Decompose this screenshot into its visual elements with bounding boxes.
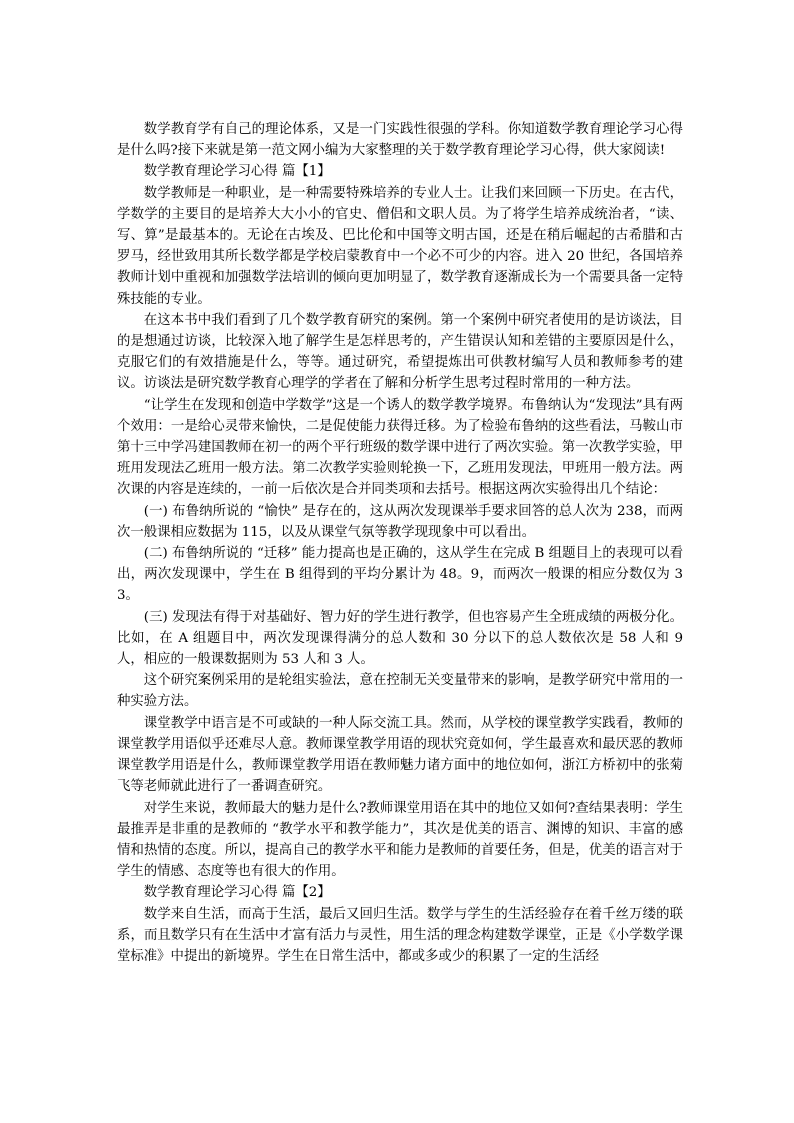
document-body	[117, 119, 683, 967]
paragraph: (二) 布鲁纳所说的 “迁移” 能力提高也是正确的，这从学生在完成 B 组题目上的表现可以看出，两次发现课中，学生在 B 组得到的平均分累计为 48。9，而两次一般课的相应分数仅为 33。	[117, 546, 683, 604]
paragraph: 对学生来说，教师最大的魅力是什么?教师课堂用语在其中的地位又如何?查结果表明：学生最推弄是非重的是教师的 “教学水平和教学能力”，其次是优美的语言、渊博的知识、丰富的感情和热情的态度。所以，提高自己的教学水平和能力是教师的首要任务，但是，优美的语言对于学生的情感、态度等也有很大的作用。	[117, 800, 683, 880]
paragraph: 数学教育学有自己的理论体系，又是一门实践性很强的学科。你知道数学教育理论学习心得是什么吗?接下来就是第一范文网小编为大家整理的关于数学教育理论学习心得，供大家阅读!	[117, 122, 683, 159]
paragraph: 在这本书中我们看到了几个数学教育研究的案例。第一个案例中研究者使用的是访谈法，目的是想通过访谈，比较深入地了解学生是怎样思考的，产生错误认知和差错的主要原因是什么，克服它们的有效措施是什么，等等。通过研究，希望提炼出可供教材编写人员和教师参考的建议。访谈法是研究数学教育心理学的学者在了解和分析学生思考过程时常用的一种方法。	[117, 312, 683, 392]
section-heading: 数学教育理论学习心得 篇【2】	[143, 885, 331, 901]
section-heading: 数学教育理论学习心得 篇【1】	[143, 164, 331, 180]
paragraph: 这个研究案例采用的是轮组实验法，意在控制无关变量带来的影响，是教学研究中常用的一种实验方法。	[117, 673, 683, 710]
paragraph: 课堂教学中语言是不可或缺的一种人际交流工具。然而，从学校的课堂教学实践看，教师的课堂教学用语似乎还难尽人意。教师课堂教学用语的现状究竟如何，学生最喜欢和最厌恶的教师课堂教学用语是什么，教师课堂教学用语在教师魅力诸方面中的地位如何，浙江方桥初中的张菊飞等老师就此进行了一番调查研究。	[117, 715, 683, 795]
paragraph: “让学生在发现和创造中学数学”这是一个诱人的数学教学境界。布鲁纳认为“发现法”具有两个效用：一是给心灵带来愉快，二是促使能力获得迁移。为了检验布鲁纳的这些看法，马鞍山市第十三中学冯建国教师在初一的两个平行班级的数学课中进行了两次实验。第一次教学实验，甲班用发现法乙班用一般方法。第二次教学实验则轮换一下，乙班用发现法，甲班用一般方法。两次课的内容是连续的，一前一后依次是合并同类项和去括号。根据这两次实验得出几个结论：	[117, 397, 683, 498]
paragraph: (一) 布鲁纳所说的 “愉快” 是存在的，这从两次发现课举手要求回答的总人次为 238，而两次一般课相应数据为 115，以及从课堂气氛等教学现现象中可以看出。	[117, 503, 683, 540]
paragraph: 数学来自生活，而高于生活，最后又回归生活。数学与学生的生活经验存在着千丝万缕的联系，而且数学只有在生活中才富有活力与灵性，用生活的理念构建数学课堂，正是《小学数学课堂标准》中提出的新境界。学生在日常生活中，都或多或少的积累了一定的生活经	[117, 906, 683, 964]
paragraph: 数学教师是一种职业，是一种需要特殊培养的专业人士。让我们来回顾一下历史。在古代，学数学的主要目的是培养大大小小的官史、僧侣和文职人员。为了将学生培养成统治者，“读、写、算”是最基本的。无论在古埃及、巴比伦和中国等文明古国，还是在稍后崛起的古希腊和古罗马，经世致用其所长数学都是学校启蒙教育中一个必不可少的内容。进入 20 世纪，各国培养教师计划中重视和加强数学法培训的倾向更加明显了，数学教育逐渐成长为一个需要具备一定特殊技能的专业。	[117, 185, 683, 307]
paragraph: (三) 发现法有得于对基础好、智力好的学生进行教学，但也容易产生全班成绩的两极分化。比如，在 A 组题目中，两次发现课得满分的总人数和 30 分以下的总人数依次是 58 人和 9 人，相应的一般课数据则为 53 人和 3 人。	[117, 609, 683, 668]
